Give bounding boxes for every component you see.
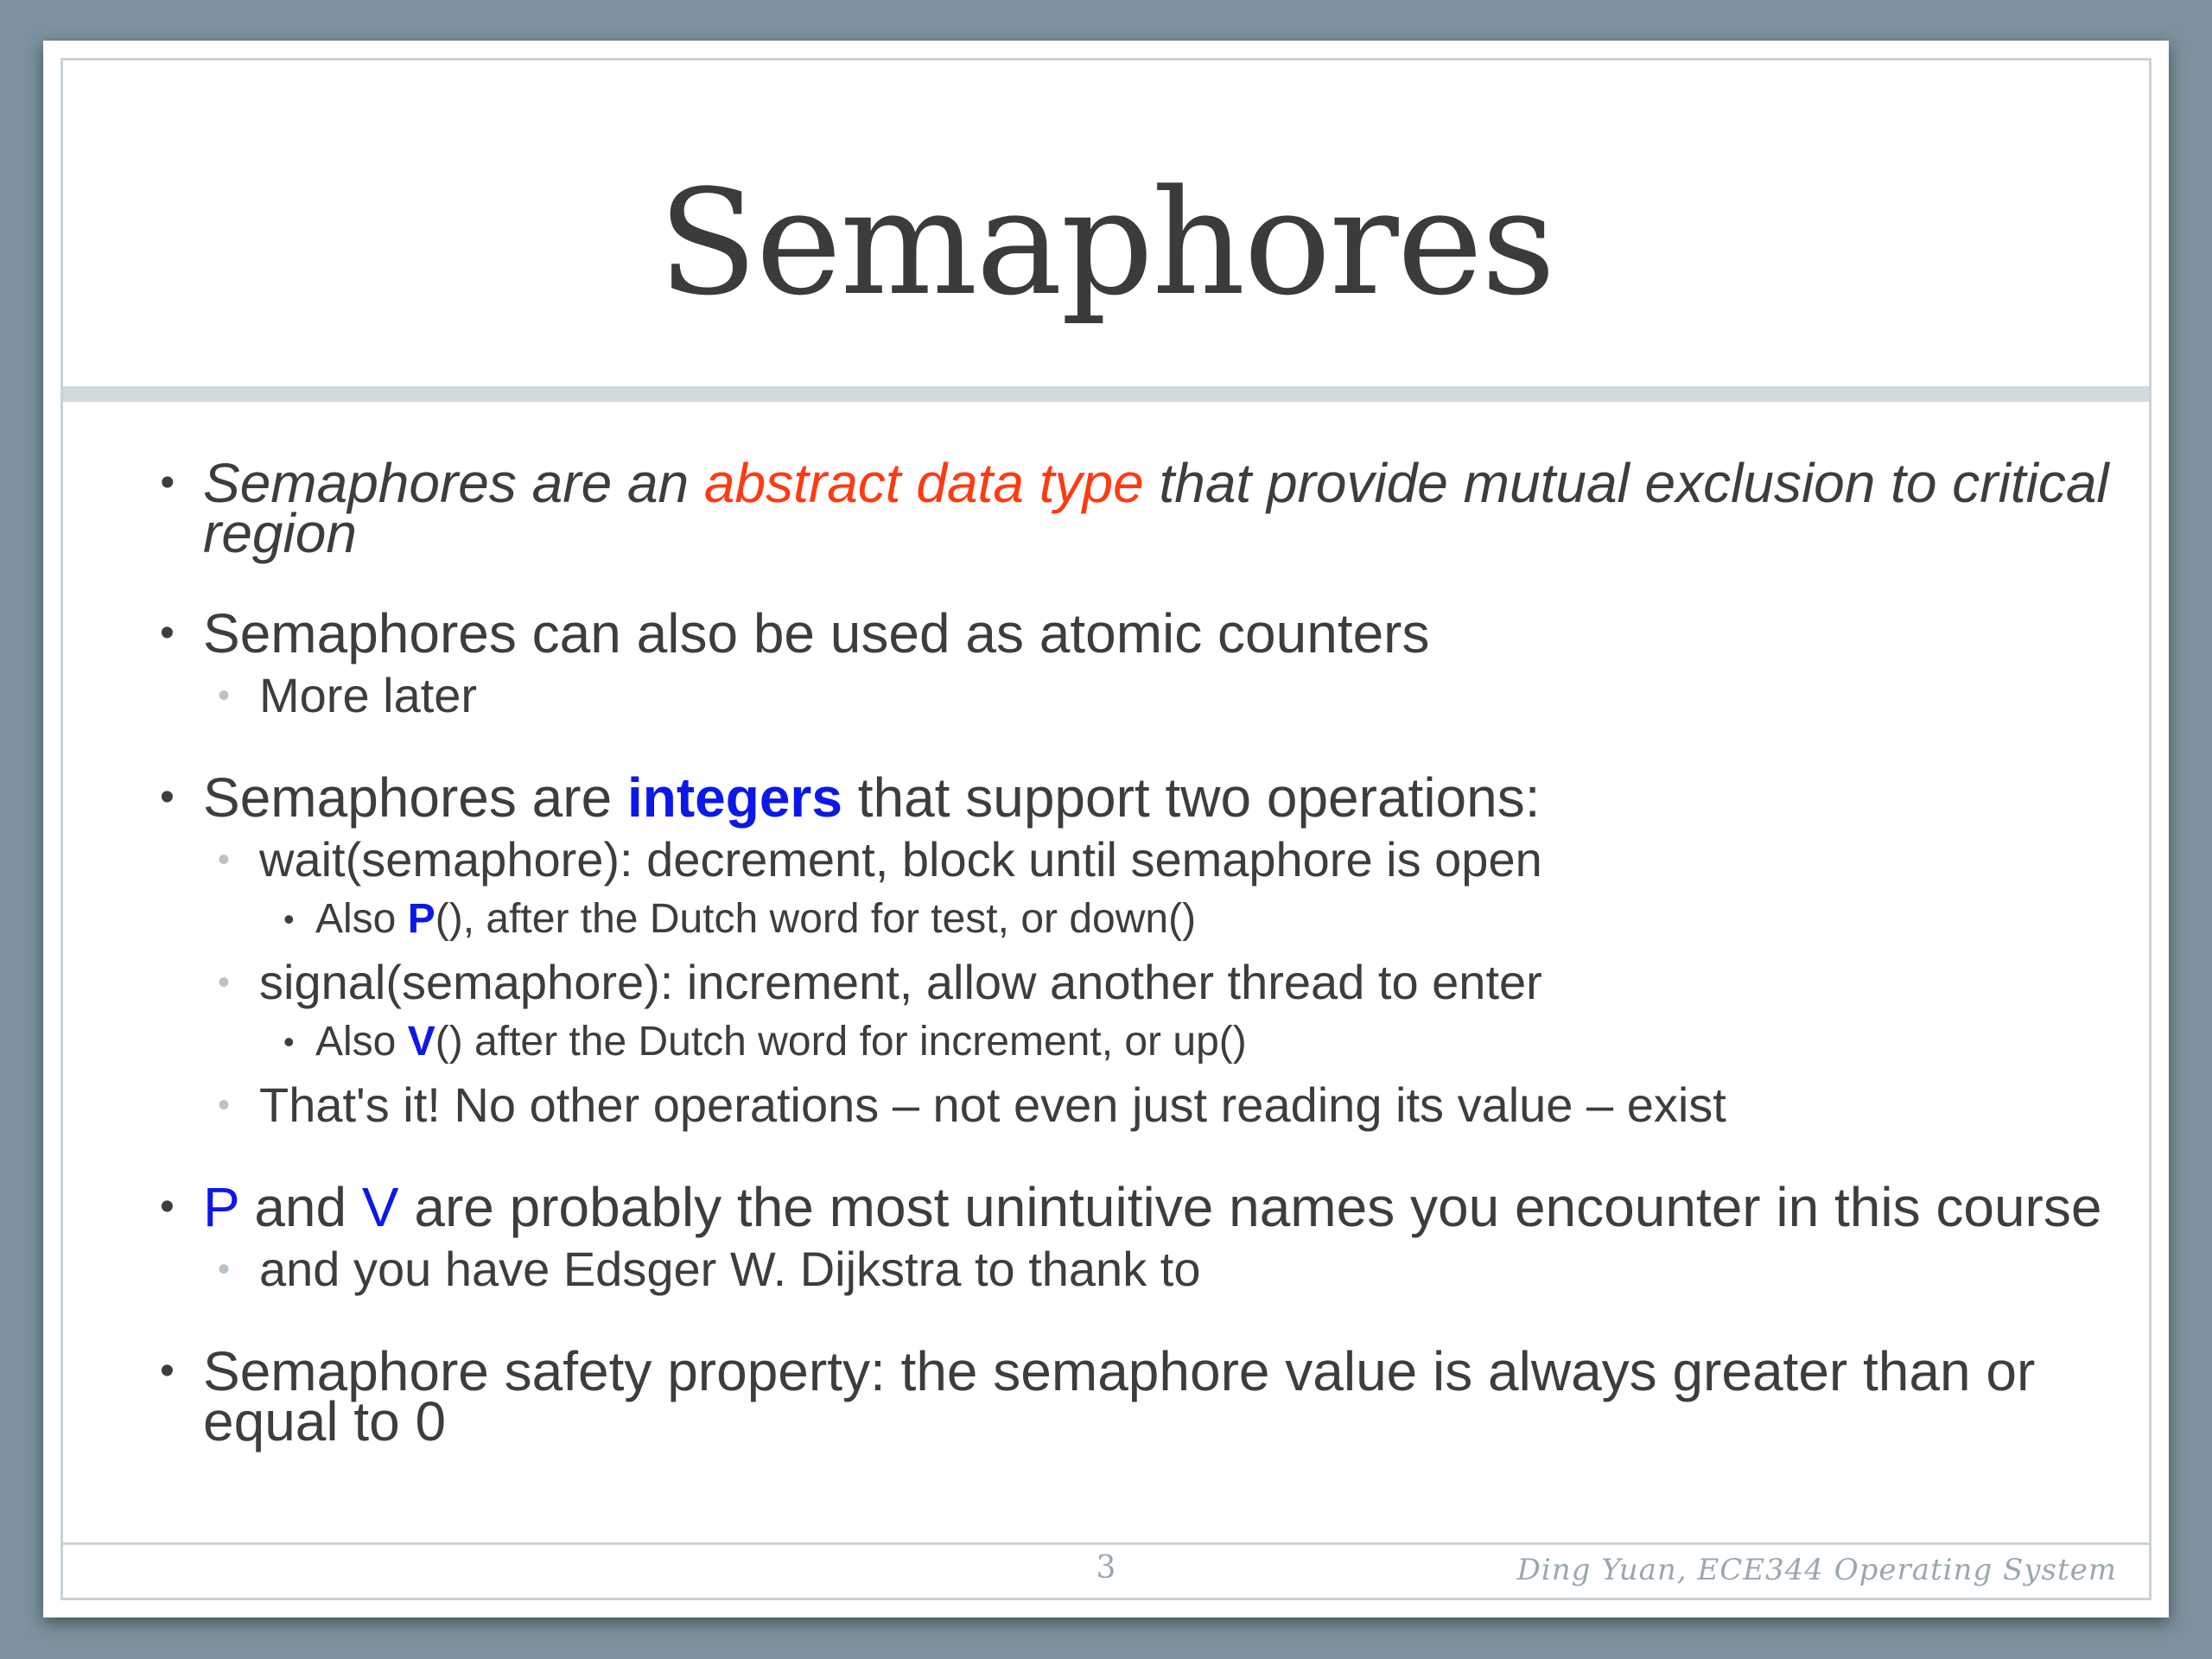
- bullet-text-pre: Semaphores are: [203, 766, 627, 829]
- sub-sub-bullet-p: [121, 893, 2117, 945]
- sub-bullet-dot-icon: •: [218, 1250, 231, 1288]
- bullet-abstract-data-type: [121, 452, 2117, 564]
- sub-bullet-text: and you have Edsger W. Dijkstra to thank to: [259, 1242, 1201, 1296]
- sub-bullet-dot-icon: •: [218, 1086, 231, 1124]
- sub-bullet-more-later: [121, 669, 2117, 722]
- bullet-safety-property: [121, 1340, 2117, 1452]
- highlight-p: P: [203, 1176, 239, 1238]
- slide: [43, 41, 2169, 1618]
- sub-bullet-text: signal(semaphore): increment, allow another thread to enter: [259, 955, 1542, 1009]
- bullet-p-and-v: [121, 1176, 2117, 1238]
- sub-bullet-text: More later: [259, 668, 478, 722]
- highlight-abstract-data-type: abstract data type: [703, 452, 1144, 514]
- bullet-text-post: that support two operations:: [842, 766, 1541, 829]
- slide-title: Semaphores: [658, 158, 1554, 327]
- highlight-integers: integers: [626, 766, 842, 829]
- sub-bullet-dot-icon: •: [218, 841, 231, 879]
- bullet-text-pre: Semaphores are an: [203, 452, 704, 514]
- sub-sub-bullet-v: [121, 1016, 2117, 1068]
- sub-bullet-dot-icon: •: [218, 963, 231, 1001]
- sub-bullet-dot-icon: •: [218, 677, 231, 715]
- bullet-text-post: that provide mutual exclusion to critical region: [203, 452, 2109, 564]
- sub-bullet-dijkstra: [121, 1243, 2117, 1296]
- highlight-v: V: [361, 1176, 399, 1238]
- bullet-text-post: are probably the most unintuitive names you encounter in this course: [398, 1176, 2102, 1238]
- bullet-text: Semaphores can also be used as atomic counters: [203, 602, 1430, 664]
- sub-sub-bullet-dot-icon: •: [283, 901, 295, 937]
- bullet-atomic-counters: [121, 602, 2117, 664]
- sub-bullet-text: That's it! No other operations – not even just reading its value – exist: [259, 1077, 1726, 1132]
- sub-bullet-thats-it: [121, 1078, 2117, 1132]
- bullet-dot-icon: •: [160, 1184, 175, 1230]
- footer-divider: [63, 1542, 2149, 1545]
- sub-sub-bullet-dot-icon: •: [283, 1024, 295, 1059]
- bullet-dot-icon: •: [160, 1348, 175, 1394]
- sub-bullet-signal: [121, 956, 2117, 1009]
- highlight-p: P: [407, 896, 435, 942]
- footer-credit: Ding Yuan, ECE344 Operating System: [1516, 1553, 2117, 1587]
- highlight-v: V: [407, 1019, 435, 1065]
- note-post: () after the Dutch word for increment, or up(): [435, 1019, 1247, 1065]
- page-number: 3: [1096, 1550, 1116, 1586]
- sub-bullet-text: wait(semaphore): decrement, block until semaphore is open: [259, 832, 1542, 887]
- title-divider: [63, 386, 2149, 402]
- note-pre: Also: [315, 896, 408, 942]
- bullet-dot-icon: •: [160, 610, 175, 656]
- sub-bullet-wait: [121, 833, 2117, 887]
- bullet-text-mid: and: [238, 1176, 362, 1238]
- bullet-integers: [121, 766, 2117, 829]
- bullet-dot-icon: •: [160, 460, 175, 505]
- slide-content: [121, 408, 2117, 1452]
- bullet-text: Semaphore safety property: the semaphore value is always greater than or equal to 0: [203, 1340, 2036, 1452]
- note-post: (), after the Dutch word for test, or down(): [435, 896, 1197, 942]
- note-pre: Also: [315, 1019, 408, 1065]
- bullet-dot-icon: •: [160, 774, 175, 820]
